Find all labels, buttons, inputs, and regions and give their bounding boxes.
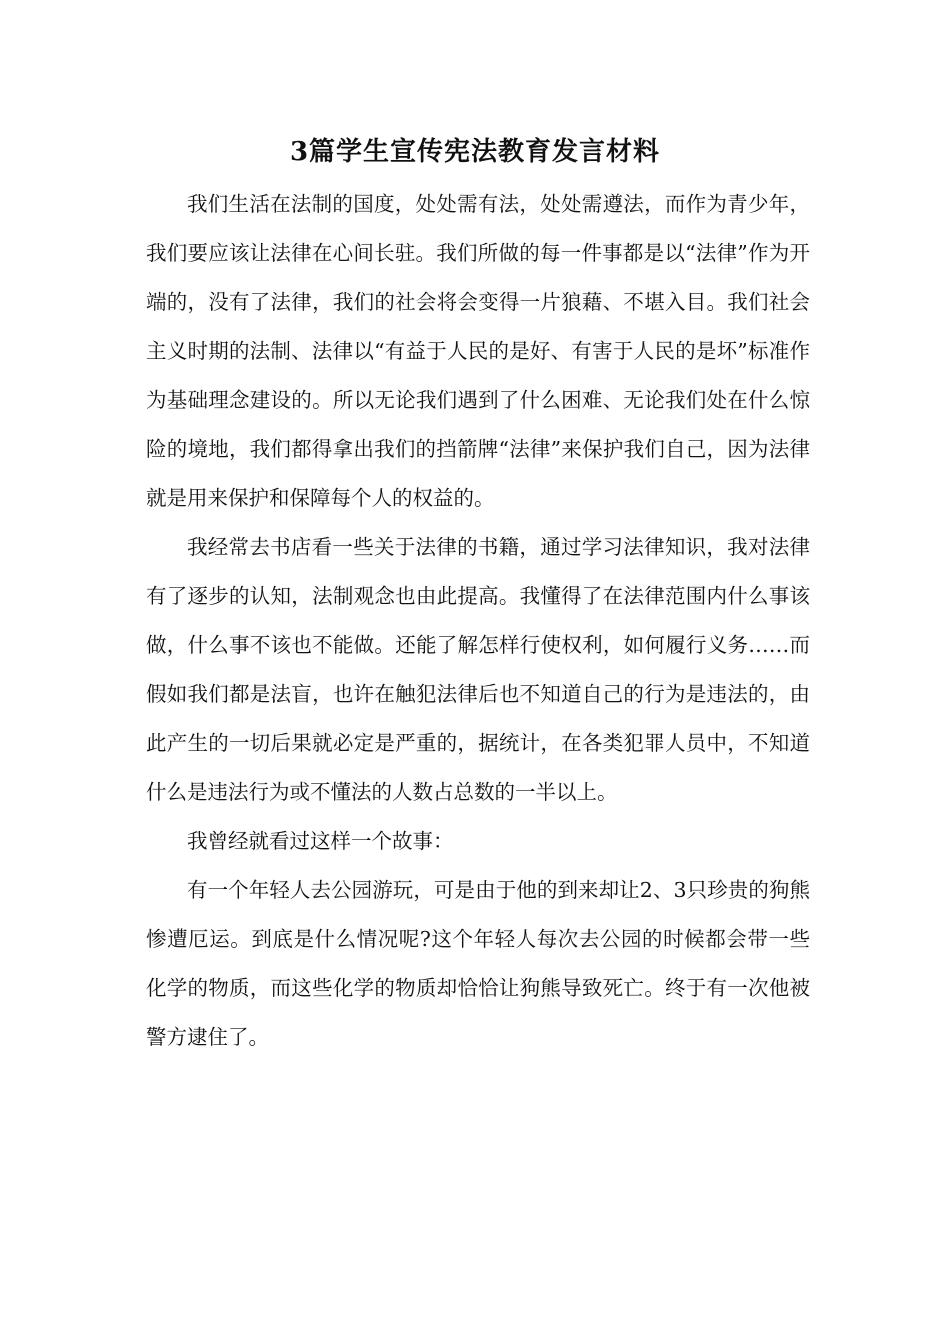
paragraph-1: 我们生活在法制的国度，处处需有法，处处需遵法，而作为青少年，我们要应该让法律在心间长驻。我们所做的每一件事都是以“法律”作为开端的，没有了法律，我们的社会将会变得一片狼藉、不堪入目。我们社会主义时期的法制、法律以“有益于人民的是好、有害于人民的是坏”标准作为基础理念建设的。所以无论我们遇到了什么困难、无论我们处在什么惊险的境地，我们都得拿出我们的挡箭牌“法律”来保护我们自己，因为法律就是用来保护和保障每个人的权益的。 — [146, 192, 810, 510]
document-body — [146, 180, 810, 1062]
paragraph-2: 我经常去书店看一些关于法律的书籍，通过学习法律知识，我对法律有了逐步的认知，法制观念也由此提高。我懂得了在法律范围内什么事该做，什么事不该也不能做。还能了解怎样行使权利，如何履行义务……而假如我们都是法盲，也许在触犯法律后也不知道自己的行为是违法的，由此产生的一切后果就必定是严重的，据统计，在各类犯罪人员中，不知道什么是违法行为或不懂法的人数占总数的一半以上。 — [146, 535, 810, 804]
paragraph-4: 有一个年轻人去公园游玩，可是由于他的到来却让2、3只珍贵的狗熊惨遭厄运。到底是什么情况呢?这个年轻人每次去公园的时候都会带一些化学的物质，而这些化学的物质却恰恰让狗熊导致死亡。终于有一次他被警方逮住了。 — [146, 878, 810, 1049]
paragraph-3: 我曾经就看过这样一个故事： — [187, 829, 454, 853]
document-title: 3篇学生宣传宪法教育发言材料 — [289, 137, 661, 167]
